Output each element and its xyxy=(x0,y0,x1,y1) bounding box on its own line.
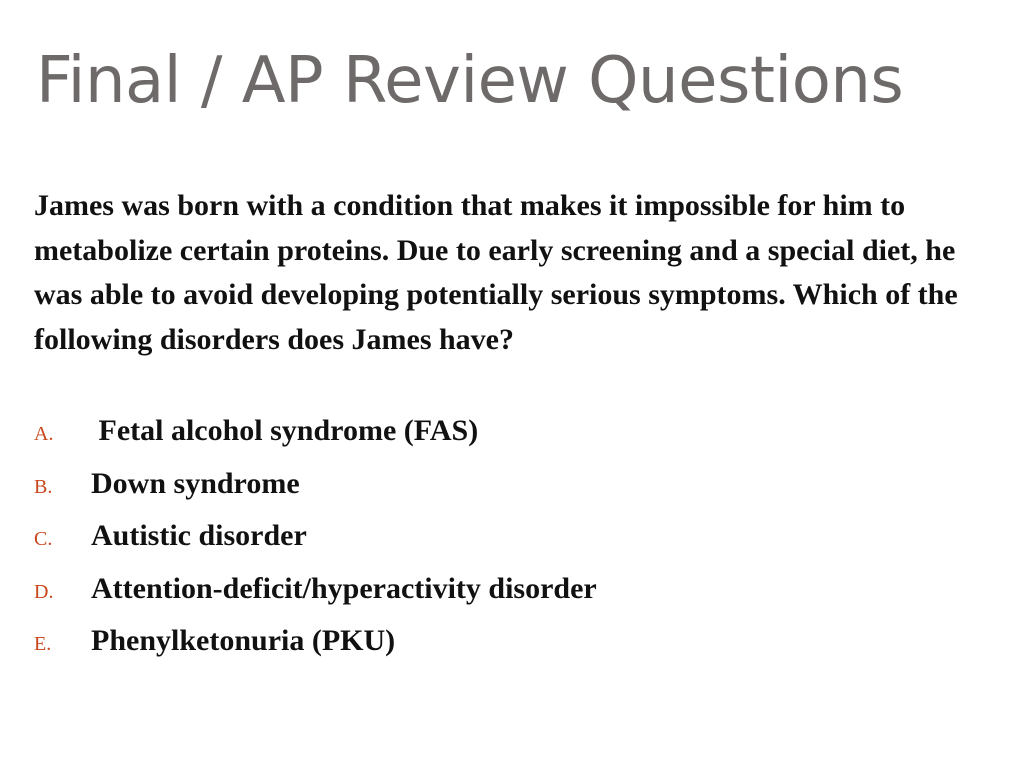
slide-title: Final / AP Review Questions xyxy=(36,44,904,118)
option-text: Attention-deficit/hyperactivity disorder xyxy=(91,571,597,605)
question-text: James was born with a condition that makes it impossible for him to metabolize certain proteins. Due to early screening and a special diet, he was able to avoid developing potentially serious symptoms. Which of the following disorders does James have? xyxy=(34,189,958,356)
option-text: Down syndrome xyxy=(91,466,300,500)
option-letter: B. xyxy=(34,475,53,498)
answer-option-a xyxy=(34,414,597,467)
option-letter: E. xyxy=(34,633,52,655)
answer-option-b xyxy=(34,467,597,520)
answer-option-e xyxy=(34,624,597,677)
option-text: Autistic disorder xyxy=(91,519,307,552)
option-letter: D. xyxy=(34,580,54,603)
option-letter: A. xyxy=(34,423,54,445)
answer-option-d xyxy=(34,572,597,625)
option-text: Fetal alcohol syndrome (FAS) xyxy=(91,414,479,447)
answer-option-c xyxy=(34,519,597,572)
option-letter: C. xyxy=(34,528,53,550)
option-text: Phenylketonuria (PKU) xyxy=(91,624,396,657)
answer-options-list xyxy=(34,414,597,677)
